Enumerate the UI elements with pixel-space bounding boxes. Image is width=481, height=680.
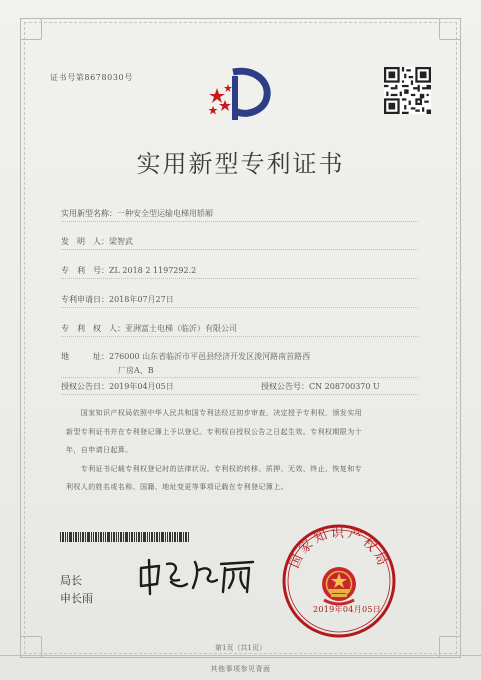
body-line: 利权人的姓名或名称、国籍、地址变更等事项记载在专利登记簿上。 — [66, 483, 288, 491]
field-label: 实用新型名称： — [61, 209, 117, 218]
field-label: 专利申请日： — [61, 295, 109, 304]
field-label: 地 址： — [61, 352, 109, 361]
field-underline — [61, 249, 418, 250]
field-underline — [61, 307, 418, 308]
seal-date: 2019年04月05日 — [313, 605, 382, 614]
field-label: 授权公告日： — [61, 382, 109, 391]
certificate-title: 实用新型专利证书 — [136, 150, 345, 178]
field-announcement-number — [261, 381, 380, 393]
body-line: 国家知识产权局依照中华人民共和国专利法经过初步审查，决定授予专利权，颁发实用 — [66, 409, 362, 417]
field-inventor — [61, 236, 133, 248]
field-utility-model-name — [61, 208, 213, 220]
director-name: 申长雨 — [60, 592, 93, 605]
field-grant-date — [61, 381, 174, 393]
qr-code-icon — [384, 67, 431, 114]
field-value: 2018年07月27日 — [109, 295, 174, 304]
field-value: 厂房A、B — [118, 366, 154, 375]
field-underline — [61, 278, 418, 279]
field-address — [61, 351, 310, 363]
field-label: 发 明 人： — [61, 237, 109, 246]
footer-divider — [0, 655, 481, 656]
field-address-line2 — [118, 365, 154, 377]
page-number: 第1页（共1页） — [215, 644, 266, 652]
field-value: CN 208700370 U — [309, 382, 380, 391]
field-underline — [61, 221, 418, 222]
field-label: 授权公告号： — [261, 382, 309, 391]
body-line: 专利证书记载专利权登记时的法律状况。专利权的转移、质押、无效、终止、恢复和专 — [66, 464, 362, 473]
field-value: ZL 2018 2 1197292.2 — [109, 266, 197, 275]
svg-text:国家知识产权局: 国家知识产权局 — [287, 525, 391, 571]
field-patentee — [61, 323, 237, 335]
body-line: 新型专利证书并在专利登记簿上予以登记。专利权自授权公告之日起生效。专利权期限为十 — [66, 427, 362, 436]
field-label: 专 利 权 人： — [61, 324, 125, 333]
director-title: 局长 — [60, 574, 82, 587]
director-signature — [137, 558, 257, 596]
field-value: 亚洲富士电梯（临沂）有限公司 — [125, 324, 237, 333]
field-value: 一种安全型运输电梯用轿厢 — [117, 209, 213, 218]
certificate-number: 证书号第8678030号 — [50, 73, 133, 82]
official-seal — [280, 522, 398, 640]
patent-office-emblem-icon — [203, 66, 273, 124]
body-line: 年，自申请日起算。 — [66, 446, 133, 454]
corner-ornament — [439, 18, 461, 40]
field-underline — [61, 377, 418, 378]
footer-note: 其他事项参见背面 — [210, 665, 271, 673]
field-patent-number — [61, 265, 196, 277]
field-label: 专 利 号： — [61, 266, 109, 275]
corner-ornament — [20, 18, 42, 40]
field-value: 2019年04月05日 — [109, 382, 174, 391]
field-underline — [61, 336, 418, 337]
field-value: 276000 山东省临沂市平邑县经济开发区浚河路南首路西 — [109, 352, 311, 361]
field-underline — [61, 394, 418, 395]
field-application-date — [61, 294, 174, 306]
field-value: 梁智武 — [109, 237, 133, 246]
body-paragraph — [66, 404, 416, 497]
barcode-icon — [60, 532, 190, 542]
